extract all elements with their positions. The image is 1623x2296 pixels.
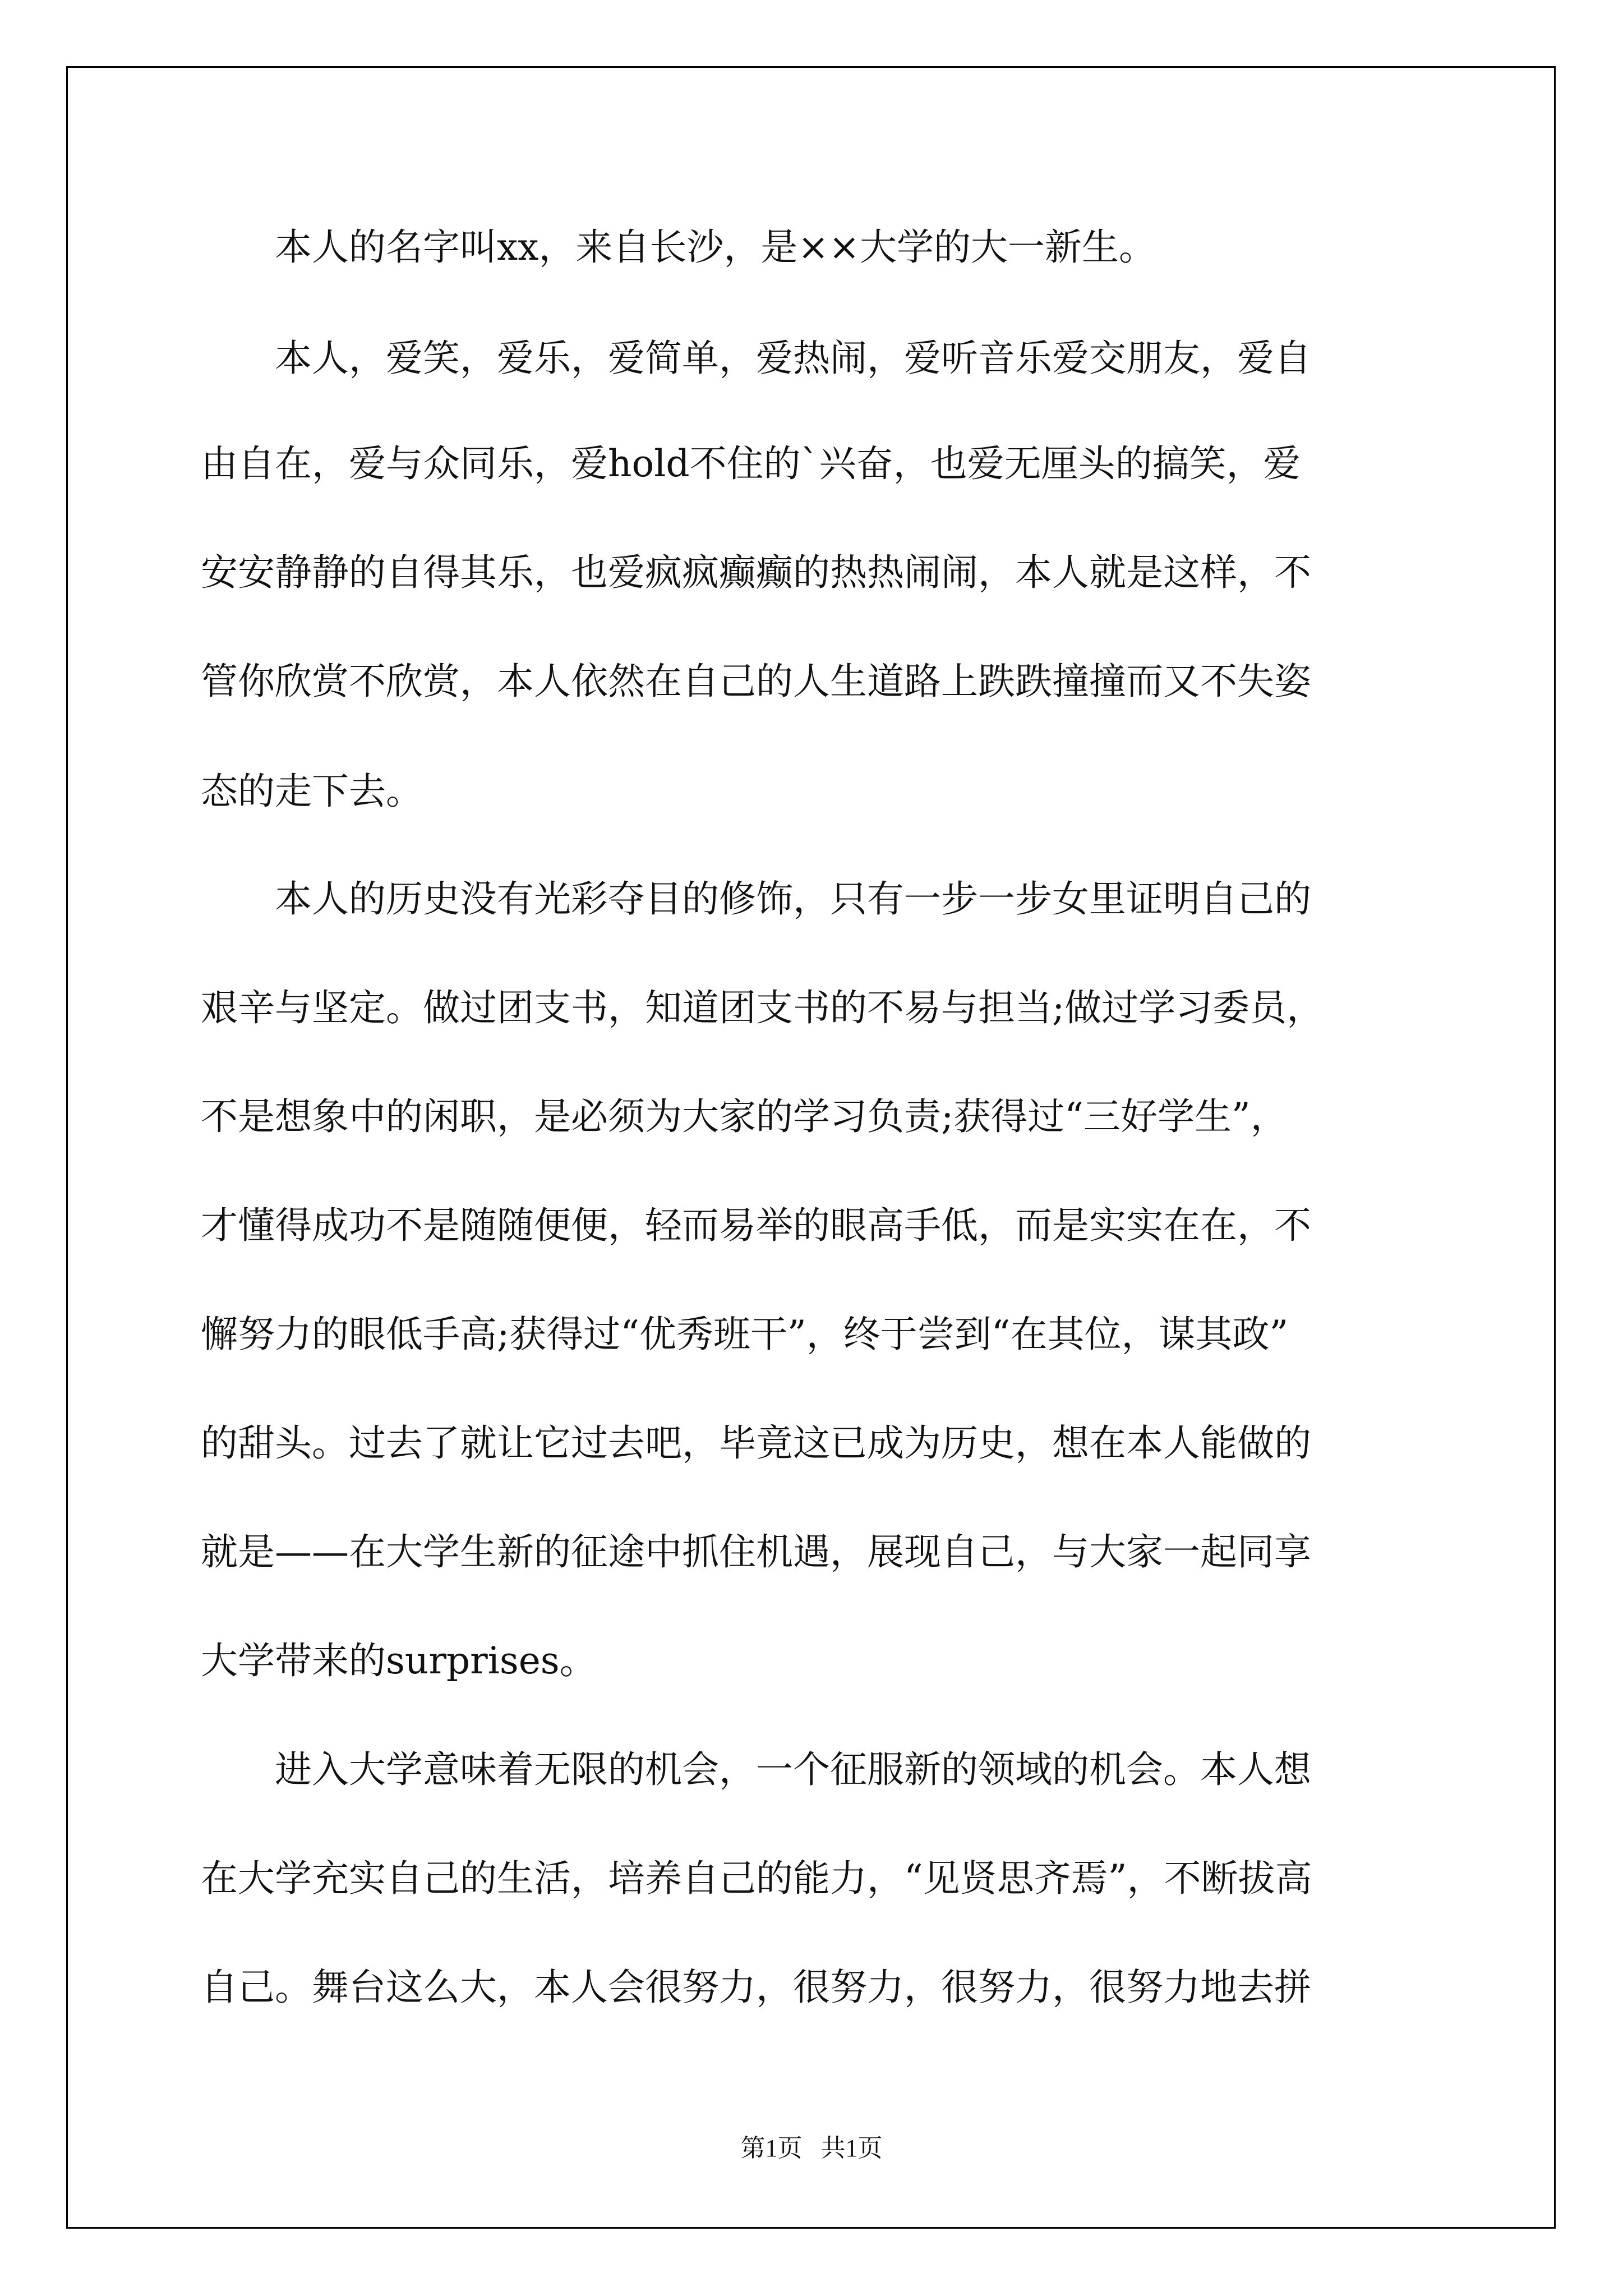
text-line: 大学带来的surprises。 [201,1639,597,1682]
text-line: 自己。舞台这么大，本人会很努力，很努力，很努力，很努力地去拼 [201,1966,1311,2009]
text-line: 在大学充实自己的生活，培养自己的能力，“见贤思齐焉”，不断拔高 [201,1857,1312,1900]
text-line: 才懂得成功不是随随便便，轻而易举的眼高手低，而是实实在在，不 [201,1204,1311,1247]
text-line: 本人的名字叫xx，来自长沙，是××大学的大一新生。 [201,226,1156,269]
text-line: 懈努力的眼低手高;获得过“优秀班干”，终于尝到“在其位，谋其政” [201,1313,1289,1356]
text-line: 的甜头。过去了就让它过去吧，毕竟这已成为历史，想在本人能做的 [201,1421,1311,1465]
text-line: 不是想象中的闲职，是必须为大家的学习负责;获得过“三好学生”， [201,1095,1288,1138]
text-line: 就是——在大学生新的征途中抓住机遇，展现自己，与大家一起同享 [201,1530,1311,1573]
page-number: 第1页 [740,2134,803,2162]
text-line: 态的走下去。 [201,770,423,813]
text-line: 本人的历史没有光彩夺目的修饰，只有一步一步女里证明自己的 [201,877,1311,921]
page-border [66,66,1556,2229]
text-line: 进入大学意味着无限的机会，一个征服新的领域的机会。本人想 [201,1748,1311,1791]
text-line: 本人，爱笑，爱乐，爱简单，爱热闹，爱听音乐爱交朋友，爱自 [201,337,1311,380]
text-line: 艰辛与坚定。做过团支书，知道团支书的不易与担当;做过学习委员， [201,986,1324,1029]
text-line: 安安静静的自得其乐，也爱疯疯癫癫的热热闹闹，本人就是这样，不 [201,551,1311,594]
page-total: 共1页 [820,2134,883,2162]
text-line: 管你欣赏不欣赏，本人依然在自己的人生道路上跌跌撞撞而又不失姿 [201,660,1311,703]
text-line: 由自在，爱与众同乐，爱hold不住的`兴奋，也爱无厘头的搞笑，爱 [201,442,1301,485]
page-footer [0,2136,1623,2161]
